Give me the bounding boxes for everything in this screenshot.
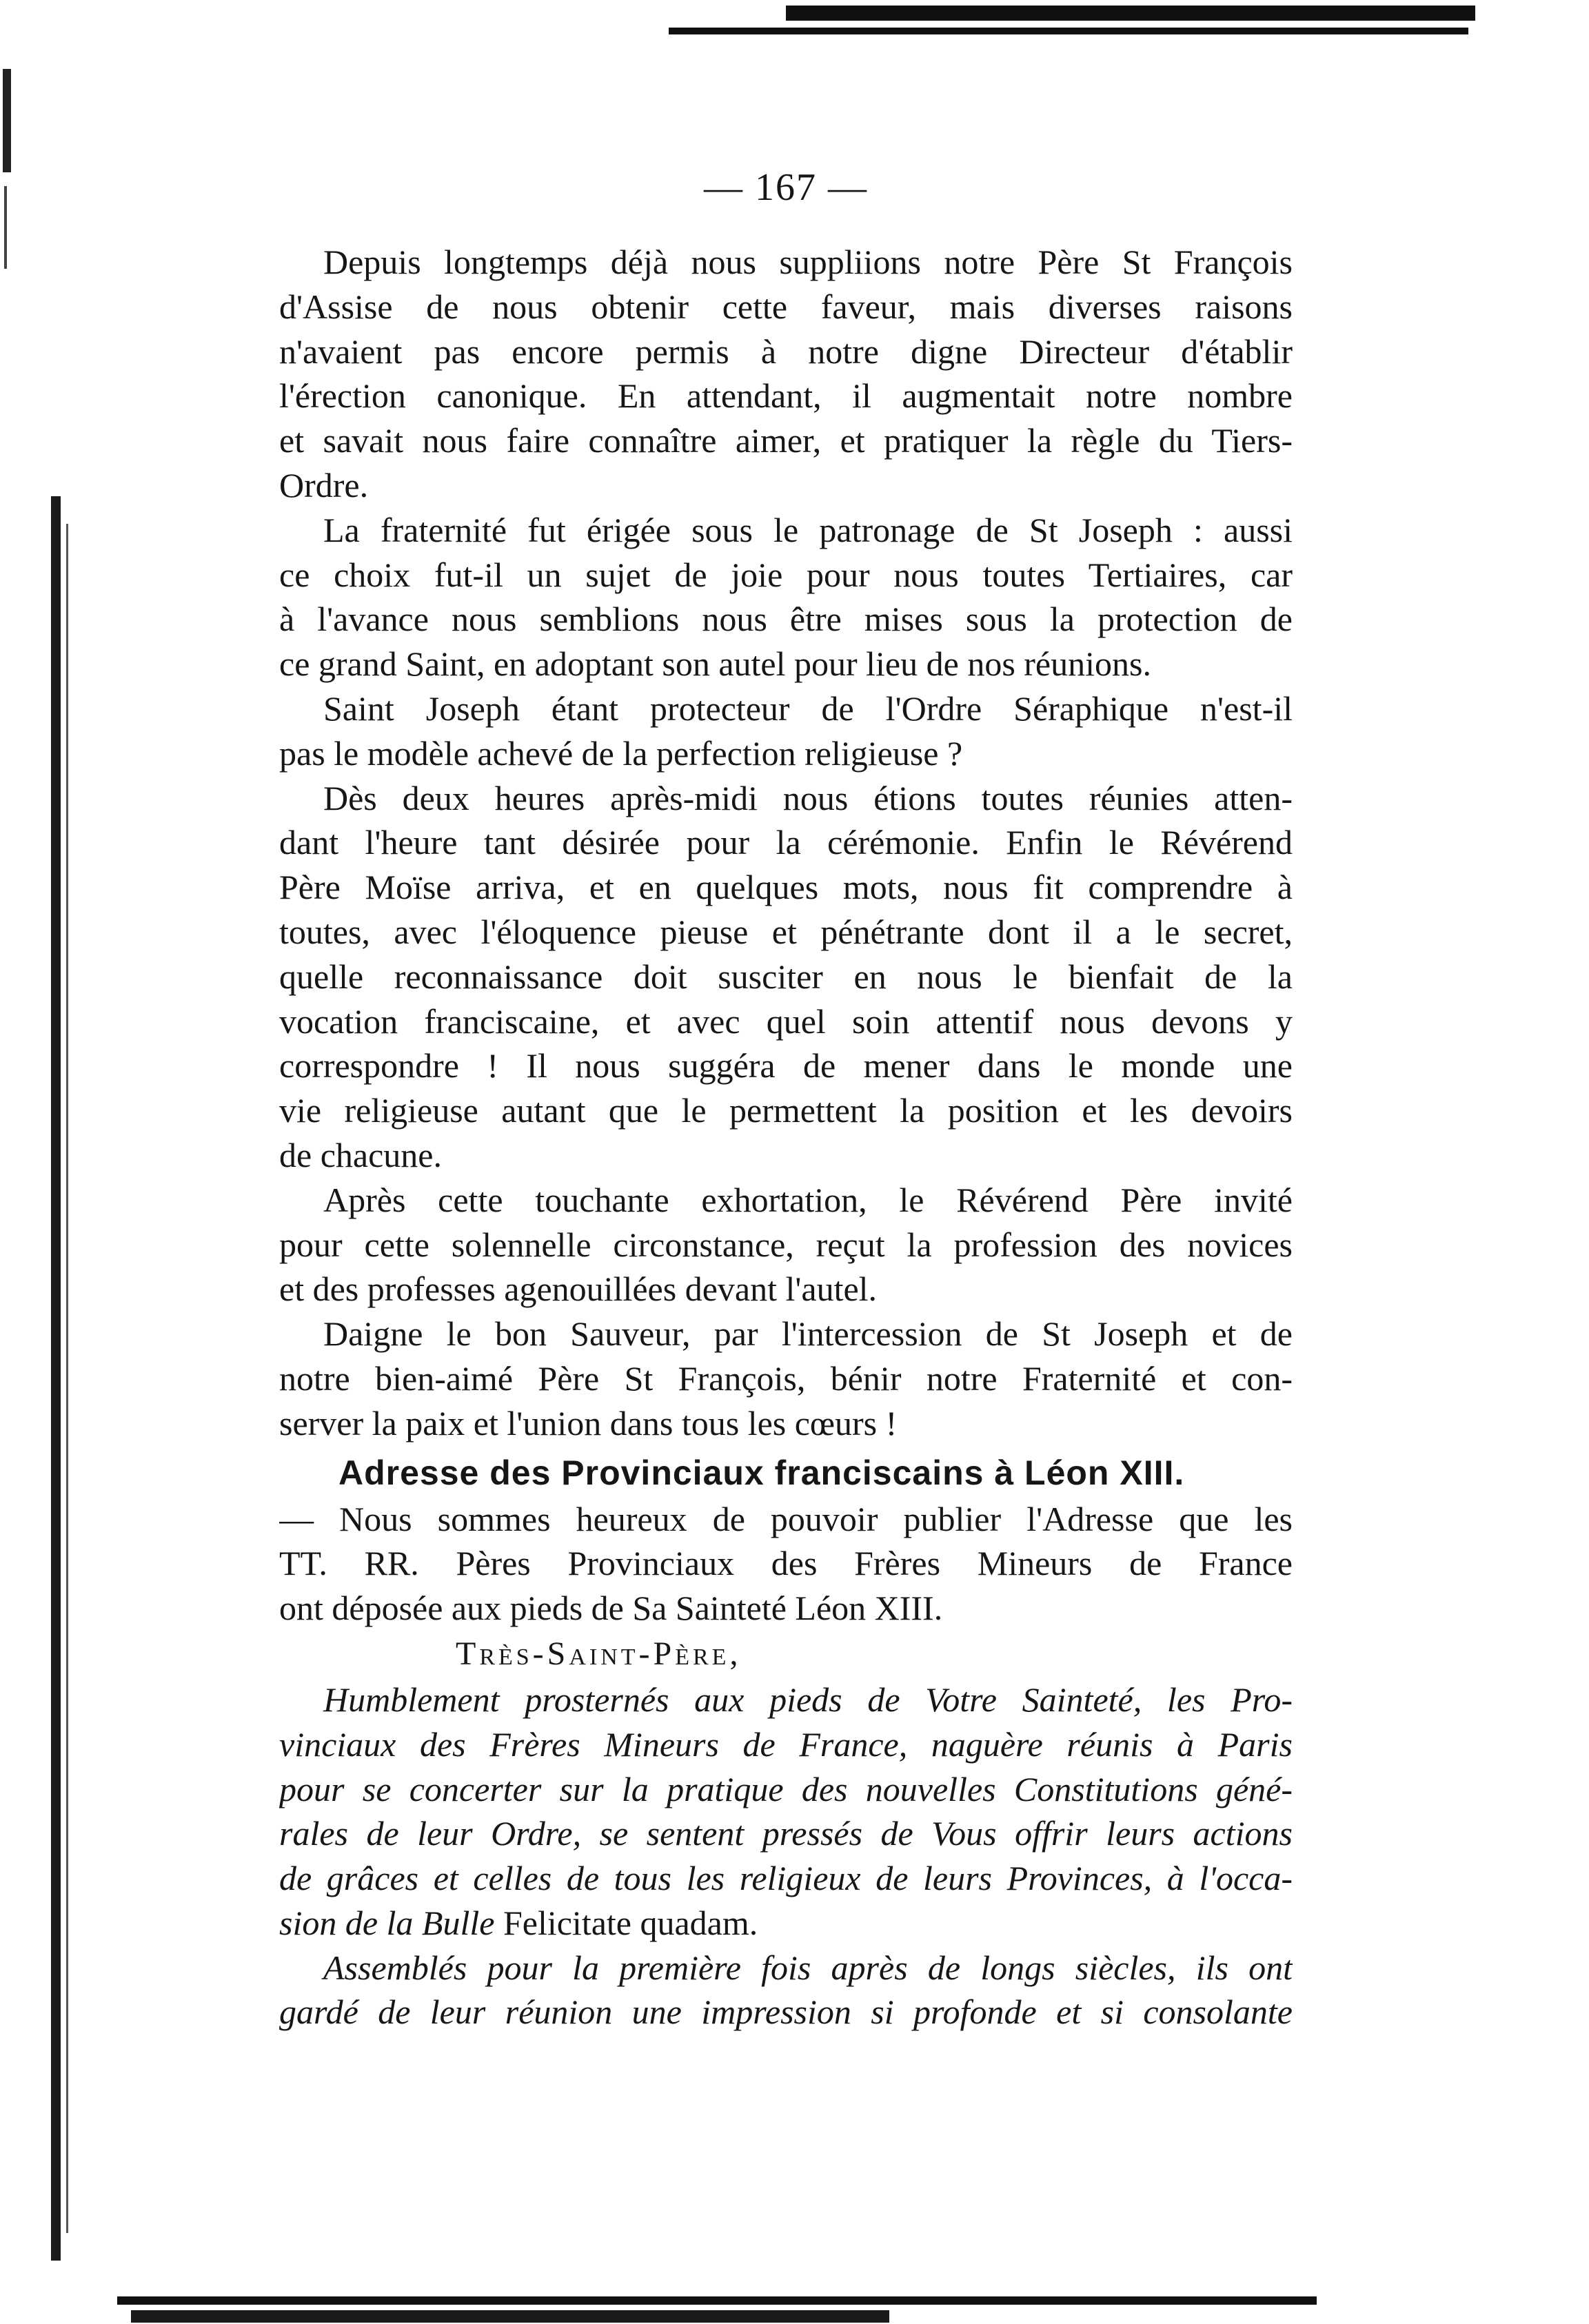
text-line: Humblement prosternés aux pieds de Votre Sainteté, les Pro-	[323, 1680, 1293, 1719]
paragraph-1	[279, 240, 1293, 508]
text-line: ce grand Saint, en adoptant son autel pour lieu de nos réunions.	[279, 644, 1151, 684]
text-line: Dès deux heures après-midi nous étions toutes réunies atten-	[323, 778, 1293, 817]
scan-edge-top-thick	[786, 6, 1475, 21]
paragraph-3	[279, 686, 1293, 776]
scan-edge-left	[51, 496, 61, 2261]
text-line: server la paix et l'union dans tous les cœurs !	[279, 1403, 898, 1443]
text-line: vie religieuse autant que le permettent la position et les devoirs	[279, 1091, 1293, 1130]
text-line: — Nous sommes heureux de pouvoir publier l'Adresse que les	[279, 1499, 1293, 1538]
text-line: n'avaient pas encore permis à notre digne Directeur d'établir	[279, 332, 1293, 371]
text-line: TT. RR. Pères Provinciaux des Frères Mineurs de France	[279, 1544, 1293, 1583]
text-line: ont déposée aux pieds de Sa Sainteté Léon XIII.	[279, 1589, 943, 1628]
paragraph-4	[279, 776, 1293, 1178]
letter-paragraph-1	[279, 1678, 1293, 1946]
paragraph-5	[279, 1178, 1293, 1312]
intro-paragraph	[279, 1497, 1293, 1631]
text-line: La fraternité fut érigée sous le patronage de St Joseph : aussi	[323, 510, 1293, 549]
letter-body	[279, 1678, 1293, 2035]
paragraph-2	[279, 508, 1293, 686]
letter-paragraph-2	[279, 1946, 1293, 2035]
text-line	[279, 1901, 1293, 1946]
text-line: gardé de leur réunion une impression si profonde et si consolante	[279, 1992, 1293, 2032]
text-line: pour se concerter sur la pratique des nouvelles Constitutions géné-	[279, 1769, 1293, 1808]
scan-edge-left-thin	[66, 524, 68, 2233]
text-line: pas le modèle achevé de la perfection religieuse ?	[279, 733, 963, 773]
text-line: dant l'heure tant désirée pour la cérémonie. Enfin le Révérend	[279, 823, 1293, 862]
text-line: Ordre.	[279, 465, 369, 504]
text-line: l'érection canonique. En attendant, il augmentait notre nombre	[279, 376, 1293, 416]
paragraph-6	[279, 1312, 1293, 1445]
scan-edge-bottom	[117, 2296, 1317, 2305]
text-line: Après cette touchante exhortation, le Révérend Père invité	[323, 1180, 1293, 1219]
text-line: quelle reconnaissance doit susciter en nous le bienfait de la	[279, 957, 1293, 996]
letter-salutation: Très-Saint-Père,	[456, 1635, 742, 1672]
text-line: de chacune.	[279, 1135, 442, 1174]
page-number: — 167 —	[704, 166, 868, 209]
scan-mark-left-thin	[4, 186, 7, 269]
text-line: notre bien-aimé Père St François, bénir notre Fraternité et con-	[279, 1358, 1293, 1398]
text-line: Père Moïse arriva, et en quelques mots, nous fit comprendre à	[279, 868, 1293, 907]
body-text	[279, 240, 1293, 1446]
bull-reference: sion de la Bulle	[279, 1903, 495, 1942]
text-line: correspondre ! Il nous suggéra de mener dans le monde une	[279, 1046, 1293, 1085]
text-line: rales de leur Ordre, se sentent pressés de Vous offrir leurs actions	[279, 1814, 1293, 1853]
text-line: à l'avance nous semblions nous être mises sous la protection de	[279, 600, 1293, 639]
text-line: et savait nous faire connaître aimer, et pratiquer la règle du Tiers-	[279, 421, 1293, 460]
text-line: Depuis longtemps déjà nous suppliions notre Père St François	[323, 243, 1293, 281]
text-line: pour cette solennelle circonstance, reçut la profession des novices	[279, 1225, 1293, 1264]
page-content	[279, 165, 1293, 2035]
text-line: ce choix fut-il un sujet de joie pour nous toutes Tertiaires, car	[279, 555, 1293, 594]
scan-edge-top	[669, 28, 1468, 34]
text-line: d'Assise de nous obtenir cette faveur, mais diverses raisons	[279, 287, 1293, 326]
text-line: et des professes agenouillées devant l'autel.	[279, 1270, 878, 1309]
text-line: vinciaux des Frères Mineurs de France, naguère réunis à Paris	[279, 1724, 1293, 1764]
text-line: Saint Joseph étant protecteur de l'Ordre Séraphique n'est-il	[323, 689, 1293, 728]
scan-mark-left	[3, 69, 11, 172]
text-line: vocation franciscaine, et avec quel soin attentif nous devons y	[279, 1001, 1293, 1041]
scan-edge-bottom-thick	[131, 2310, 889, 2323]
section-heading: Adresse des Provinciaux franciscains à Léon XIII.	[338, 1453, 1185, 1492]
text-line: de grâces et celles de tous les religieux de leurs Provinces, à l'occa-	[279, 1859, 1293, 1898]
text-line: Daigne le bon Sauveur, par l'intercession de St Joseph et de	[323, 1314, 1293, 1354]
text-line: toutes, avec l'éloquence pieuse et pénétrante dont il a le secret,	[279, 912, 1293, 951]
bull-title: Felicitate quadam.	[503, 1903, 758, 1942]
text-line: Assemblés pour la première fois après de longs siècles, ils ont	[323, 1948, 1293, 1987]
